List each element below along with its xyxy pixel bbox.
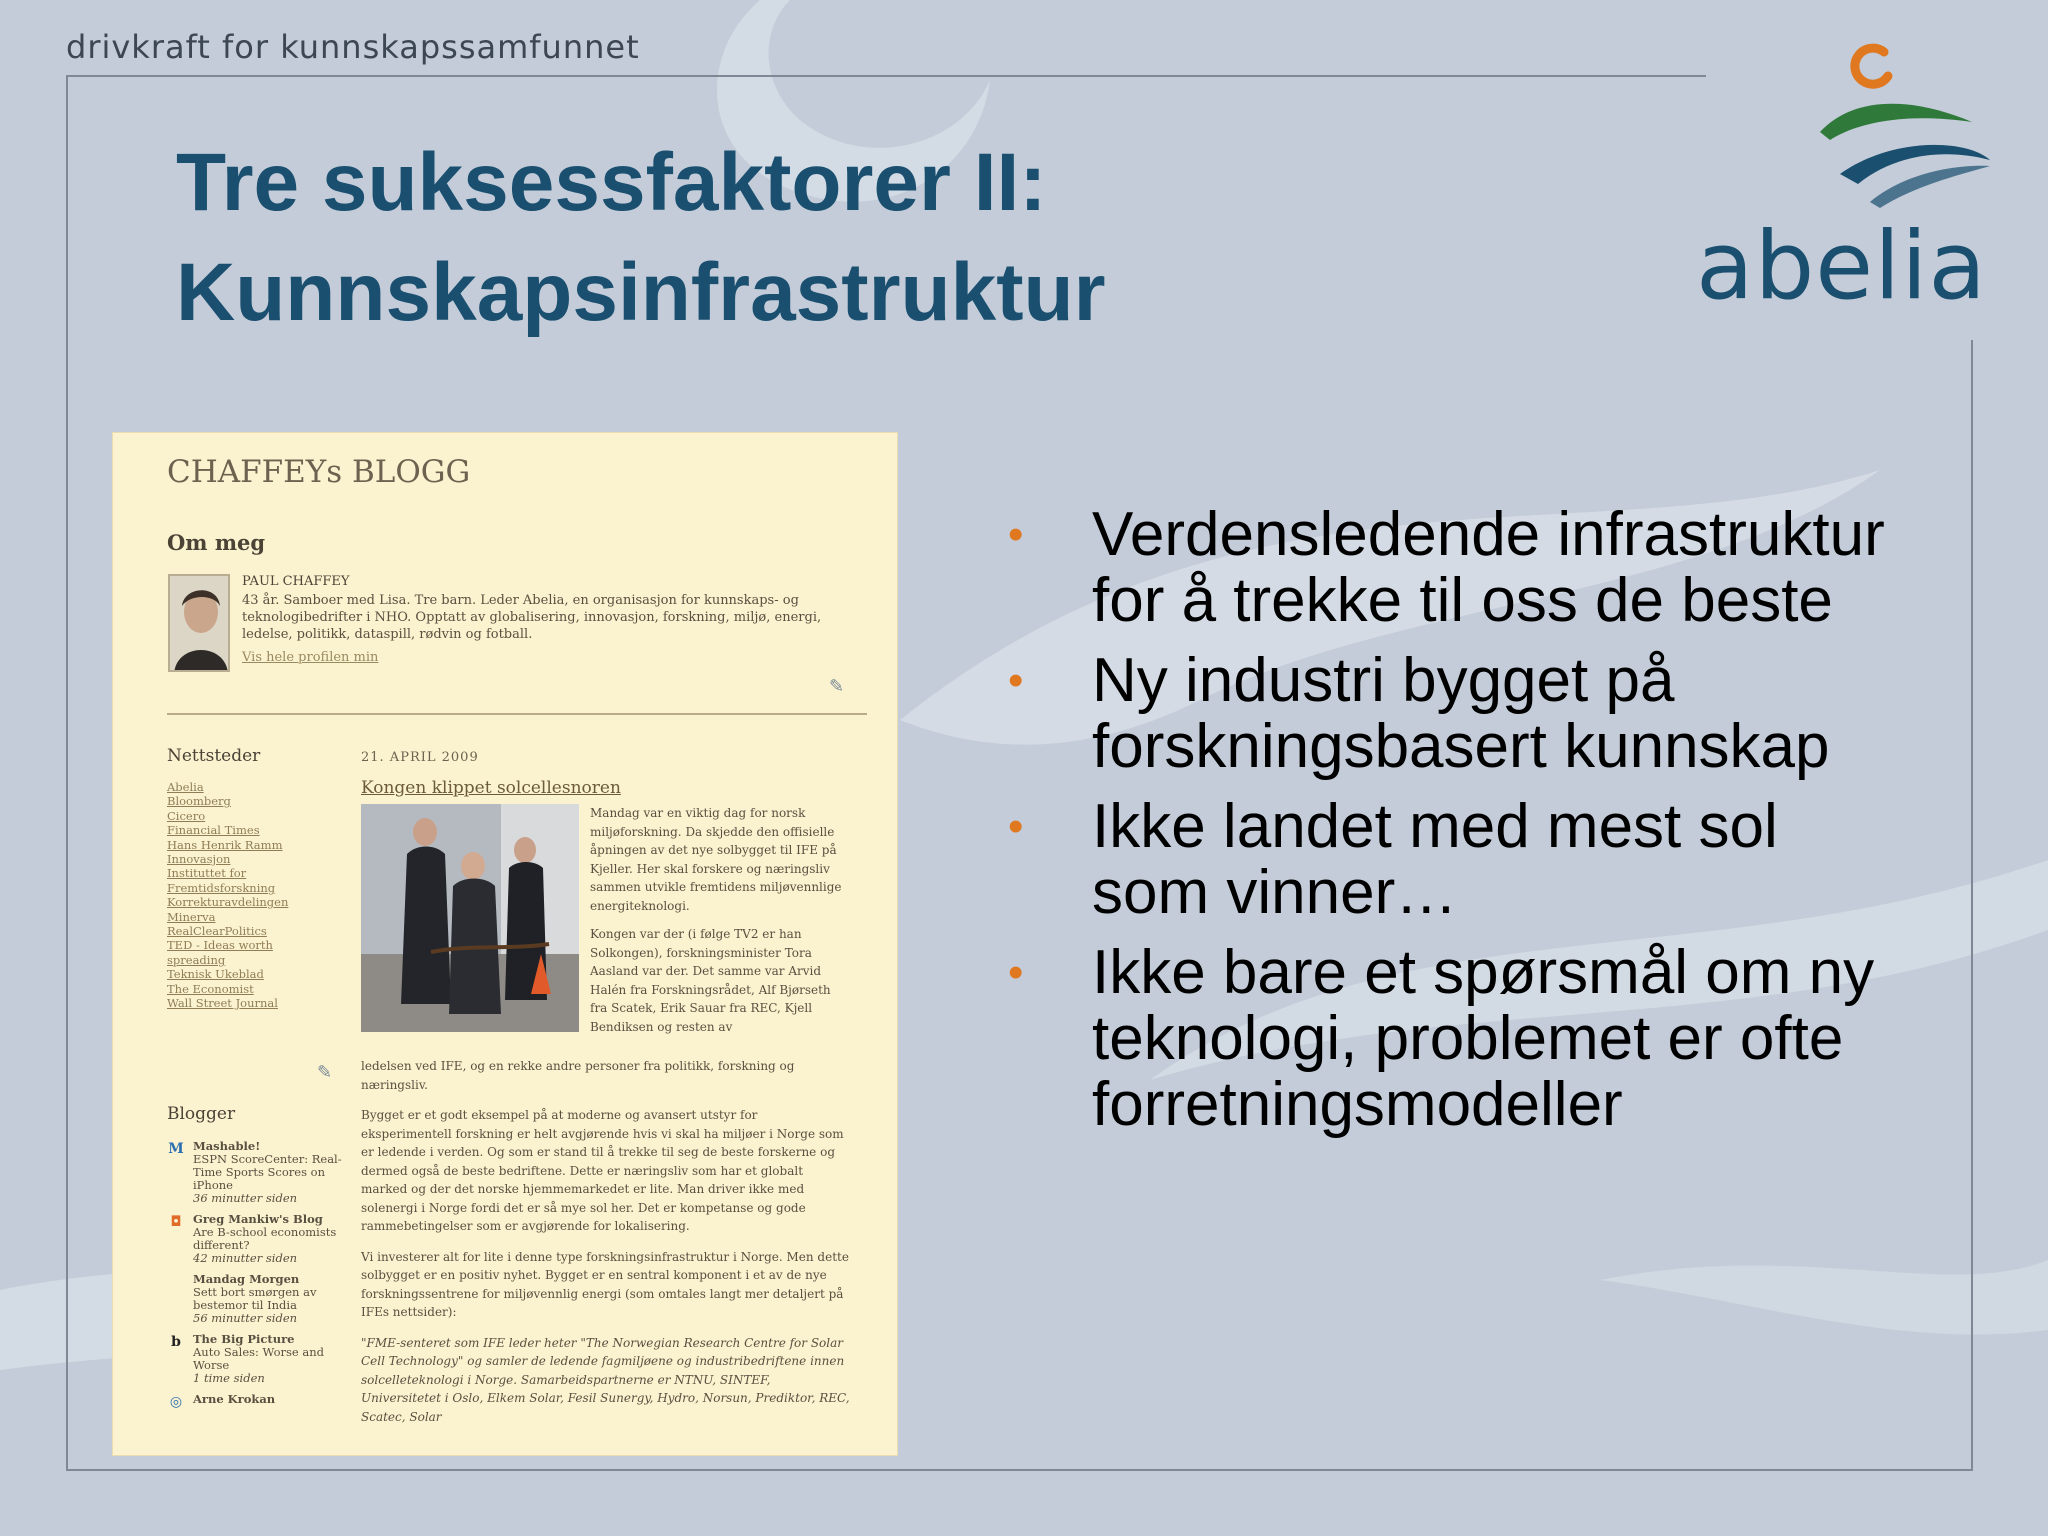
- bullet-text: Ny industri bygget på forskningsbasert kunnskap: [1092, 646, 1830, 781]
- site-link[interactable]: Innovasjon: [167, 852, 231, 867]
- blogger-item[interactable]: [167, 1140, 352, 1205]
- blogger-text: Sett bort smørgen av bestemor til India: [193, 1285, 317, 1312]
- site-link[interactable]: The Economist: [167, 981, 254, 996]
- bullet-text: Ikke bare et spørsmål om ny teknologi, problemet er ofte forretningsmodeller: [1092, 938, 1875, 1139]
- sites-list: [167, 780, 327, 1011]
- blogger-name: Mashable!: [193, 1139, 261, 1153]
- blogger-text: Auto Sales: Worse and Worse: [193, 1345, 325, 1372]
- site-link[interactable]: Korrekturavdelingen: [167, 895, 289, 910]
- bullet-item: [1008, 648, 1908, 780]
- post-paragraph: Mandag var en viktig dag for norsk miljøforskning. Da skjedde den offisielle åpningen av det nye solbygget til IFE på Kjeller. Her skal forskere og næringsliv sammen utvikle fremtidens miljøvennlige energiteknologi.: [590, 806, 842, 913]
- post-quote: "FME-senteret som IFE leder heter "The Norwegian Research Centre for Solar Cell Technology" og samler de ledende fagmiljøene og industribedriftene innen solcelleteknologi i Norge. Samarbeidspartnerne er NTNU, SINTEF, Universitetet i Oslo, Elkem Solar, Fesil Sunergy, Hydro, Norsun, Prediktor, REC, Scatec, Solar: [361, 1335, 850, 1424]
- post-paragraph: Vi investerer alt for lite i denne type forskningsinfrastruktur i Norge. Men dette solbygget er en positiv nyhet. Bygget er en sentral komponent i et av de nye forskningssentrene for miljøvennlig energi (som omtales langt mer detaljert på IFEs nettsider):: [361, 1249, 849, 1319]
- bloggers-list: [167, 1140, 352, 1414]
- author-bio: 43 år. Samboer med Lisa. Tre barn. Leder Abelia, en organisasjon for kunnskaps- og teknologibedrifter i NHO. Opptatt av globalisering, innovasjon, forskning, miljø, energi, ledelse, politikk, dataspill, rødvin og fotball.: [242, 593, 822, 642]
- blogger-feed-icon: ◘: [170, 1214, 182, 1230]
- bloggers-heading: Blogger: [167, 1104, 236, 1124]
- bullet-dot-icon: •: [1008, 510, 1024, 559]
- post-title[interactable]: Kongen klippet solcellesnoren: [361, 778, 621, 798]
- blogger-time: 1 time siden: [193, 1371, 265, 1385]
- blogger-text: ESPN ScoreCenter: Real-Time Sports Scores on iPhone: [193, 1152, 342, 1192]
- bullet-dot-icon: •: [1008, 948, 1024, 997]
- blogger-item[interactable]: [167, 1392, 352, 1410]
- site-link[interactable]: Abelia: [167, 780, 204, 794]
- frame-top-line: [66, 75, 1706, 77]
- author-name: PAUL CHAFFEY: [242, 574, 350, 589]
- post-date: 21. APRIL 2009: [361, 750, 479, 765]
- frame-right-line: [1971, 340, 1973, 1471]
- blogger-globe-icon: ◎: [169, 1394, 183, 1410]
- post-photo: [361, 804, 579, 1032]
- site-link[interactable]: Cicero: [167, 808, 206, 823]
- blog-screenshot: [112, 432, 898, 1456]
- blogger-item[interactable]: [167, 1333, 352, 1385]
- profile-link[interactable]: Vis hele profilen min: [242, 650, 379, 665]
- site-link[interactable]: Instituttet for: [167, 866, 247, 881]
- site-link[interactable]: Minerva: [167, 909, 216, 924]
- bullet-list: [1008, 502, 1908, 1152]
- blogger-text: Are B-school economists different?: [193, 1225, 337, 1252]
- post-paragraph: ledelsen ved IFE, og en rekke andre personer fra politikk, forskning og næringsliv.: [361, 1059, 795, 1092]
- blogger-item[interactable]: [167, 1213, 352, 1265]
- site-link[interactable]: Fremtidsforskning: [167, 880, 276, 895]
- blog-title: CHAFFEYs BLOGG: [167, 454, 471, 490]
- post-body: [590, 804, 848, 1046]
- site-link[interactable]: Hans Henrik Ramm: [167, 837, 283, 852]
- site-link[interactable]: TED - Ideas worth: [167, 938, 273, 953]
- blog-divider: [167, 713, 867, 715]
- mashable-icon: M: [168, 1141, 184, 1157]
- blogger-time: 56 minutter siden: [193, 1311, 298, 1325]
- post-body-continued: [361, 1057, 851, 1438]
- blogger-name: Greg Mankiw's Blog: [193, 1212, 323, 1226]
- bullet-item: [1008, 502, 1908, 634]
- edit-tool-icon[interactable]: ✎: [317, 1062, 333, 1083]
- blogger-item[interactable]: [167, 1273, 352, 1325]
- site-link[interactable]: spreading: [167, 952, 226, 967]
- bullet-item: [1008, 940, 1908, 1138]
- site-link[interactable]: Teknisk Ukeblad: [167, 967, 264, 982]
- title-line-1: Tre suksessfaktorer II:: [176, 137, 1047, 228]
- blogger-name: Mandag Morgen: [193, 1272, 300, 1286]
- post-paragraph: Bygget er et godt eksempel på at moderne og avansert utstyr for eksperimentell forskning er helt avgjørende hvis vi skal ha miljøer i Norge som er ledende i verden. Og som er stand til å trekke til seg de beste forskerne og dermed også de beste bedriftene. Dette er næringsliv som har et globalt marked og der det norske hjemmemarkedet er lite. Man driver ikke med solenergi i Norge fordi det er så mye sol her. Det er kompetanse og gode rammebetingelser som er avgjørende for lokalisering.: [361, 1108, 844, 1233]
- site-link[interactable]: Bloomberg: [167, 794, 231, 809]
- blogger-blank-icon: [167, 1273, 185, 1291]
- abelia-logo-text: abelia: [1696, 212, 1987, 321]
- site-link[interactable]: Wall Street Journal: [167, 996, 278, 1011]
- sites-heading: Nettsteder: [167, 746, 261, 766]
- title-line-2: Kunnskapsinfrastruktur: [176, 247, 1106, 338]
- site-link[interactable]: RealClearPolitics: [167, 924, 267, 939]
- author-photo: [168, 574, 230, 672]
- blogger-name: Arne Krokan: [193, 1392, 276, 1406]
- slide-title: [176, 128, 1476, 348]
- blogger-b-icon: b: [171, 1334, 181, 1350]
- blogger-time: 42 minutter siden: [193, 1251, 298, 1265]
- bullet-dot-icon: •: [1008, 656, 1024, 705]
- bullet-dot-icon: •: [1008, 802, 1024, 851]
- frame-bottom-line: [66, 1469, 1973, 1471]
- site-link[interactable]: Financial Times: [167, 823, 260, 838]
- frame-left-line: [66, 75, 68, 1471]
- about-heading: Om meg: [167, 530, 266, 555]
- bullet-text: Verdensledende infrastruktur for å trekke til oss de beste: [1092, 500, 1885, 635]
- post-paragraph: Kongen var der (i følge TV2 er han Solkongen), forskningsminister Tora Aasland var der. Det samme var Arvid Halén fra Forskningsrådet, Alf Bjørseth fra Scatek, Erik Sauar fra REC, Kjell Bendiksen og resten av: [590, 927, 831, 1034]
- bullet-item: [1008, 794, 1908, 926]
- edit-tool-icon[interactable]: ✎: [829, 676, 845, 697]
- bullet-text: Ikke landet med mest sol som vinner…: [1092, 792, 1778, 927]
- tagline: drivkraft for kunnskapssamfunnet: [66, 28, 640, 66]
- blogger-name: The Big Picture: [193, 1332, 295, 1346]
- blogger-time: 36 minutter siden: [193, 1191, 298, 1205]
